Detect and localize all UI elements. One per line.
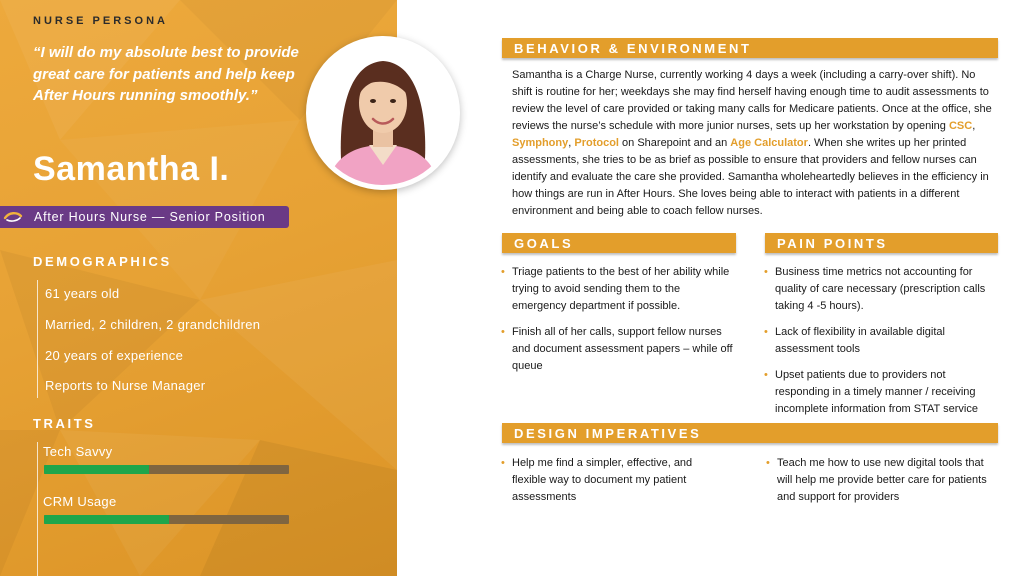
demographics-heading: DEMOGRAPHICS — [33, 254, 172, 269]
design-imperatives-right — [766, 455, 991, 515]
demographic-item: Reports to Nurse Manager — [45, 378, 206, 393]
list-item: • Lack of flexibility in available digital assessment tools — [764, 324, 996, 358]
list-item: • Help me find a simpler, effective, and flexible way to document my patient assessments — [501, 455, 716, 506]
demographic-item: 20 years of experience — [45, 348, 184, 363]
demographic-item: Married, 2 children, 2 grandchildren — [45, 317, 261, 332]
role-badge — [0, 206, 289, 228]
pain-points-heading: PAIN POINTS — [765, 233, 998, 253]
tool-csc: CSC — [948, 120, 973, 132]
goals-list — [501, 264, 733, 384]
design-imperatives-left — [501, 455, 716, 515]
trait-fill — [44, 515, 169, 524]
trait-label-tech-savvy: Tech Savvy — [43, 444, 113, 459]
tool-symphony: Symphony — [512, 137, 569, 149]
avatar — [306, 36, 460, 190]
trait-fill — [44, 465, 149, 474]
traits-heading: TRAITS — [33, 416, 96, 431]
list-item: • Finish all of her calls, support fellow nurses and document assessment papers – while off queue — [501, 324, 733, 375]
list-item: • Upset patients due to providers not responding in a timely manner / receiving incomplete information from STAT service — [764, 367, 996, 418]
avatar-portrait-icon — [311, 41, 455, 185]
trait-bar-crm-usage — [44, 515, 289, 524]
persona-label: NURSE PERSONA — [33, 15, 168, 27]
traits-divider — [37, 442, 38, 576]
trait-bar-tech-savvy — [44, 465, 289, 474]
tool-age-calculator: Age Calculator — [730, 137, 808, 149]
pain-points-list — [764, 264, 996, 427]
persona-name: Samantha I. — [33, 150, 230, 188]
company-logo-icon — [0, 206, 26, 228]
demographics-divider — [37, 280, 38, 398]
behavior-paragraph: Samantha is a Charge Nurse, currently working 4 days a week (including a carry-over shift). No shift is routine for her; weekdays she may find herself having enough time to audit assessments to review the level of care provided or taking many calls for Medicare patients. Once at the office, she reviews the nurse’s schedule with more junior nurses, sets up her workstation by opening CSC, Symphony, Protocol on Sharepoint and an Age Calculator. When she writes up her printed assessments, she tries to be as brief as possible to ensure that providers and fellow nurses can identify and evaluate the care she provided. Samantha wholeheartedly believes in the efficiency in how things are run in After Hours. She loves being able to interact with patients in a different environment and being able to coach fellow nurses. — [512, 69, 992, 217]
demographic-item: 61 years old — [45, 286, 120, 301]
role-title: After Hours Nurse — Senior Position — [34, 210, 266, 224]
tool-protocol: Protocol — [574, 137, 619, 149]
persona-quote: “I will do my absolute best to provide great care for patients and help keep After Hours running smoothly.” — [33, 44, 299, 104]
list-item: • Teach me how to use new digital tools that will help me provide better care for patients and support for providers — [766, 455, 991, 506]
list-item: • Business time metrics not accounting for quality of care necessary (prescription calls taking 4 -5 hours). — [764, 264, 996, 315]
trait-label-crm-usage: CRM Usage — [43, 494, 117, 509]
behavior-heading: BEHAVIOR & ENVIRONMENT — [502, 38, 998, 58]
goals-heading: GOALS — [502, 233, 736, 253]
list-item: • Triage patients to the best of her ability while trying to avoid sending them to the emergency department if possible. — [501, 264, 733, 315]
design-imperatives-heading: DESIGN IMPERATIVES — [502, 423, 998, 443]
